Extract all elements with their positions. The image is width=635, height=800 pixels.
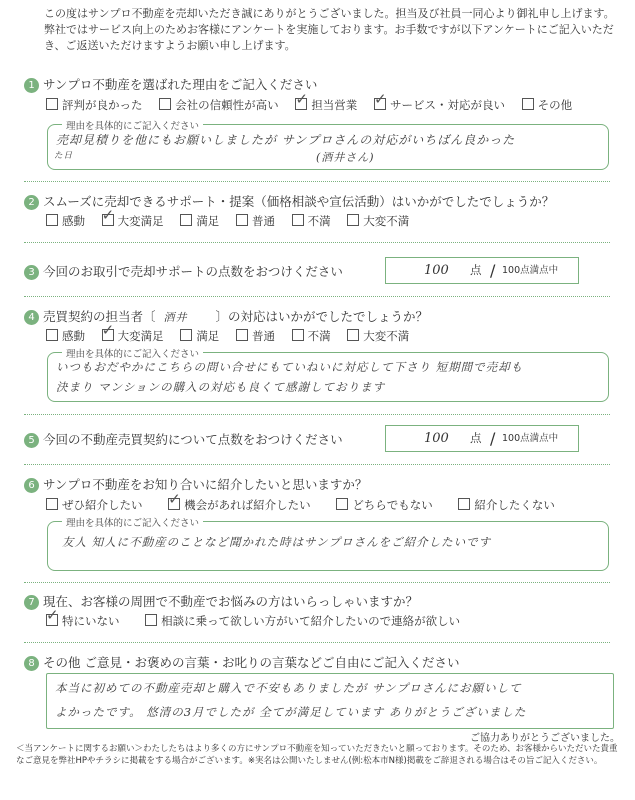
divider bbox=[24, 242, 610, 243]
q8-number: 8 bbox=[24, 656, 39, 671]
q7-option-contact[interactable]: 相談に乗って欲しい方がいて紹介したいので連絡が欲しい bbox=[145, 613, 460, 629]
divider bbox=[24, 414, 610, 415]
check-mark-icon: ✓ bbox=[295, 90, 308, 108]
q4-options bbox=[46, 321, 422, 344]
q6-title-text: サンプロ不動産をお知り合いに紹介したいと思いますか？ bbox=[43, 477, 368, 492]
q1-title bbox=[24, 75, 317, 93]
q4-option-satisfied[interactable]: 満足 bbox=[180, 328, 219, 344]
q8-answer-line1: 本当に初めての不動産売却と購入で不安もありましたが サンプロさんにお願いして bbox=[55, 681, 522, 695]
q5-score-full: 100点満点中 bbox=[502, 433, 559, 444]
divider bbox=[24, 181, 610, 182]
q8-title bbox=[24, 653, 459, 671]
q1-answer-line1: 売却見積りを他にもお願いしましたが サンプロさんの対応がいちばん良かった bbox=[56, 133, 516, 147]
q7-title-text: 現在、お客様の周囲で不動産でお悩みの方はいらっしゃいますか？ bbox=[43, 594, 419, 609]
q7-option-none[interactable]: ✓ 特にいない bbox=[46, 606, 120, 628]
q4-answer-line1: いつもおだやかにこちらの問い合せにもていねいに対応して下さり 短期間で売却も bbox=[56, 360, 524, 374]
q3-score-full: 100点満点中 bbox=[502, 265, 559, 276]
divider bbox=[24, 642, 610, 643]
checkbox-checked[interactable] bbox=[46, 606, 59, 626]
check-mark-icon: ✓ bbox=[373, 90, 387, 108]
q6-reason-box[interactable] bbox=[47, 518, 609, 571]
q4-title-pre: 売買契約の担当者〔 bbox=[43, 309, 156, 324]
checkbox-checked[interactable] bbox=[101, 321, 115, 341]
q4-reason-box[interactable] bbox=[47, 349, 609, 402]
check-mark-icon: ✓ bbox=[101, 206, 115, 224]
q4-box-label: 理由を具体的にご記入ください bbox=[62, 346, 203, 360]
q4-option-dissatisfied[interactable]: 不満 bbox=[292, 328, 331, 344]
checkbox[interactable] bbox=[292, 214, 304, 226]
slash-separator: / bbox=[490, 429, 496, 448]
q4-agent-name: 酒井 bbox=[163, 311, 188, 324]
q4-title bbox=[24, 307, 428, 325]
q1-option-sales-rep[interactable]: ✓ 担当営業 bbox=[295, 90, 358, 112]
checkbox[interactable] bbox=[46, 98, 58, 110]
q2-option-very-satisfied[interactable]: ✓ 大変満足 bbox=[101, 206, 164, 228]
checkbox[interactable] bbox=[180, 329, 192, 341]
checkbox[interactable] bbox=[180, 214, 192, 226]
q4-option-very-satisfied[interactable]: ✓ 大変満足 bbox=[101, 321, 164, 343]
check-mark-icon: ✓ bbox=[101, 321, 115, 339]
q6-option-neutral[interactable]: どちらでもない bbox=[336, 497, 432, 513]
checkbox-checked[interactable] bbox=[168, 490, 181, 510]
q6-box-label: 理由を具体的にご記入ください bbox=[62, 515, 203, 529]
q1-option-other[interactable]: その他 bbox=[522, 97, 573, 113]
q8-answer-line2: よかったです。 悠清の3月でしたが 全てが満足しています ありがとうございました bbox=[55, 705, 527, 719]
checkbox[interactable] bbox=[292, 329, 304, 341]
checkbox[interactable] bbox=[236, 214, 248, 226]
q1-title-text: サンプロ不動産を選ばれた理由をご記入ください bbox=[43, 77, 318, 92]
q1-option-reputation[interactable]: 評判が良かった bbox=[46, 97, 143, 113]
q1-option-service[interactable]: ✓ サービス・対応が良い bbox=[373, 90, 505, 112]
q5-score-box[interactable] bbox=[385, 425, 579, 452]
q5-score-value: 100 bbox=[424, 431, 449, 446]
q1-answer-name: (酒井さん) bbox=[316, 151, 375, 164]
checkbox-checked[interactable] bbox=[295, 90, 308, 110]
q8-comment-box[interactable] bbox=[46, 673, 614, 729]
checkbox[interactable] bbox=[336, 498, 348, 510]
divider bbox=[24, 296, 610, 297]
q6-answer-line1: 友人 知人に不動産のことなど聞かれた時はサンプロさんをご紹介したいです bbox=[62, 535, 492, 549]
q1-option-reliability[interactable]: 会社の信頼性が高い bbox=[159, 97, 279, 113]
checkbox[interactable] bbox=[458, 498, 470, 510]
q1-answer-line2: た日 bbox=[54, 151, 74, 161]
divider bbox=[24, 464, 610, 465]
check-mark-icon: ✓ bbox=[46, 606, 59, 624]
q3-score-value: 100 bbox=[424, 263, 449, 278]
thanks-text: ご協力ありがとうございました。 bbox=[470, 733, 620, 744]
intro-text: この度はサンプロ不動産を売却いただき誠にありがとうございました。担当及び社員一同心より御礼申し上げます。弊社ではサービス向上のためお客様にアンケートを実施しております。お手数ですが以下アンケートにご記入いただき、ご返送いただけますようお願い申し上げます。 bbox=[44, 7, 615, 52]
q1-box-label: 理由を具体的にご記入ください bbox=[62, 118, 203, 132]
q3-title bbox=[24, 262, 343, 280]
checkbox[interactable] bbox=[46, 214, 58, 226]
q2-option-average[interactable]: 普通 bbox=[236, 213, 275, 229]
checkbox[interactable] bbox=[347, 329, 359, 341]
q1-options bbox=[46, 90, 585, 113]
footer-note: ＜当アンケートに関するお願い＞わたしたちはより多くの方にサンプロ不動産を知っていただきたいと願っております。そのため、お客様からいただいた貴重なご意見を弊社HPやチラシに掲載をする場合がございます。※実名は公開いたしません(例:松本市N様)掲載をご辞退される場合はその旨ご記入ください。 bbox=[16, 744, 618, 766]
divider bbox=[24, 582, 610, 583]
q2-option-dissatisfied[interactable]: 不満 bbox=[292, 213, 331, 229]
q4-answer-line2: 決まり マンションの購入の対応も良くて感謝しております bbox=[56, 380, 386, 394]
check-mark-icon: ✓ bbox=[168, 490, 181, 508]
checkbox[interactable] bbox=[522, 98, 534, 110]
q2-options bbox=[46, 206, 422, 229]
q4-number: 4 bbox=[24, 310, 39, 325]
q1-reason-box[interactable] bbox=[47, 121, 609, 170]
q2-title-text: スムーズに売却できるサポート・提案（価格相談や宣伝活動）はいかがでしたでしょうか？ bbox=[43, 194, 555, 209]
q5-number: 5 bbox=[24, 433, 39, 448]
checkbox[interactable] bbox=[347, 214, 359, 226]
checkbox[interactable] bbox=[46, 329, 58, 341]
q5-title-text: 今回の不動産売買契約について点数をおつけください bbox=[43, 432, 343, 447]
q2-option-satisfied[interactable]: 満足 bbox=[180, 213, 219, 229]
q6-option-definitely[interactable]: ぜひ紹介したい bbox=[46, 497, 143, 513]
q2-option-impressed[interactable]: 感動 bbox=[46, 213, 85, 229]
q7-title bbox=[24, 592, 418, 610]
q2-number: 2 bbox=[24, 195, 39, 210]
q3-title-text: 今回のお取引で売却サポートの点数をおつけください bbox=[43, 264, 343, 279]
q7-number: 7 bbox=[24, 595, 39, 610]
q3-number: 3 bbox=[24, 265, 39, 280]
checkbox[interactable] bbox=[236, 329, 248, 341]
q4-option-impressed[interactable]: 感動 bbox=[46, 328, 85, 344]
q6-number: 6 bbox=[24, 478, 39, 493]
q8-title-text: その他 ご意見・お褒めの言葉・お叱りの言葉などご自由にご記入ください bbox=[43, 655, 460, 670]
q2-option-very-dissatisfied[interactable]: 大変不満 bbox=[347, 213, 409, 229]
q4-title-post: 〕の対応はいかがでしたでしょうか？ bbox=[215, 309, 429, 324]
checkbox[interactable] bbox=[159, 98, 171, 110]
q5-score-unit: 点 bbox=[470, 431, 482, 445]
q6-title bbox=[24, 475, 367, 493]
q6-option-no[interactable]: 紹介したくない bbox=[458, 497, 555, 513]
checkbox-checked[interactable] bbox=[101, 206, 115, 226]
q3-score-unit: 点 bbox=[470, 263, 482, 277]
q1-number: 1 bbox=[24, 78, 39, 93]
checkbox[interactable] bbox=[145, 614, 157, 626]
q5-title bbox=[24, 430, 343, 448]
checkbox[interactable] bbox=[46, 498, 58, 510]
q4-option-average[interactable]: 普通 bbox=[236, 328, 275, 344]
q7-options bbox=[46, 606, 473, 629]
q4-option-very-dissatisfied[interactable]: 大変不満 bbox=[347, 328, 409, 344]
q3-score-box[interactable] bbox=[385, 257, 579, 284]
checkbox-checked[interactable] bbox=[373, 90, 387, 110]
q6-options bbox=[46, 490, 568, 513]
q6-option-if-chance[interactable]: ✓ 機会があれば紹介したい bbox=[168, 490, 311, 512]
slash-separator: / bbox=[490, 261, 496, 280]
